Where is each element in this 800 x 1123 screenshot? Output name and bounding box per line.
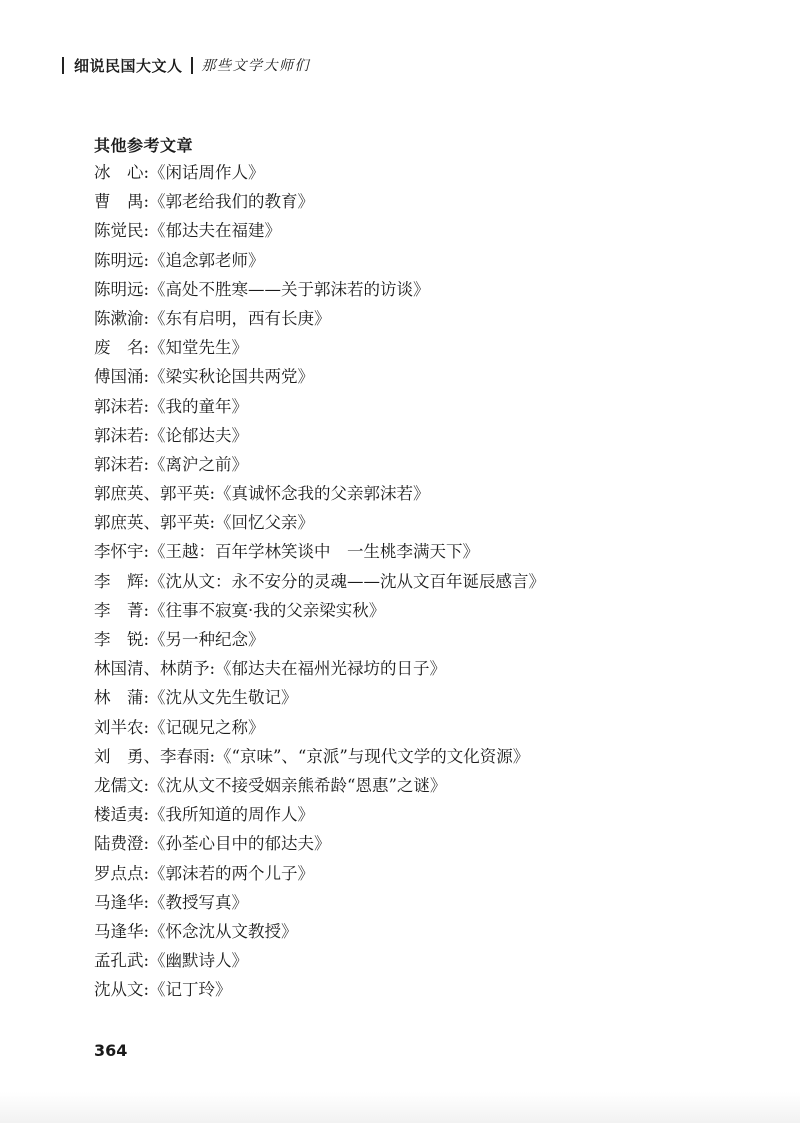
- reference-item: 郭沫若:《论郁达夫》: [94, 425, 249, 445]
- reference-item: 郭沫若:《离沪之前》: [94, 454, 249, 474]
- page-bottom-edge: [0, 1092, 800, 1123]
- reference-item: 陈漱渝:《东有启明，西有长庚》: [94, 308, 331, 328]
- reference-item: 陆费澄:《孙荃心目中的郁达夫》: [94, 834, 331, 854]
- reference-item: 冰 心:《闲话周作人》: [94, 163, 265, 182]
- reference-list: [94, 158, 545, 1004]
- reference-item: 马逢华:《怀念沈从文教授》: [94, 921, 298, 941]
- reference-item: 郭庶英、郭平英:《回忆父亲》: [94, 513, 315, 533]
- header-bar-divider: [191, 57, 193, 74]
- reference-item: 孟孔武:《幽默诗人》: [94, 951, 249, 971]
- section-heading: 其他参考文章: [94, 136, 194, 155]
- reference-item: 刘 勇、李春雨:《“京味”、“京派”与现代文学的文化资源》: [94, 746, 530, 766]
- reference-item: 罗点点:《郭沫若的两个儿子》: [94, 863, 315, 883]
- reference-item: 李 锐:《另一种纪念》: [94, 630, 265, 649]
- book-subtitle: 那些文学大师们: [201, 58, 311, 74]
- running-header: [62, 52, 310, 78]
- reference-item: 陈明远:《追念郭老师》: [94, 250, 265, 270]
- reference-item: 李 辉:《沈从文：永不安分的灵魂——沈从文百年诞辰感言》: [94, 571, 546, 591]
- reference-item: 李怀宇:《王越：百年学林笑谈中 一生桃李满天下》: [94, 542, 480, 562]
- reference-item: 楼适夷:《我所知道的周作人》: [94, 805, 315, 825]
- reference-item: 傅国涌:《梁实秋论国共两党》: [94, 367, 315, 387]
- book-title: 细说民国大文人: [74, 56, 183, 75]
- reference-item: 陈觉民:《郁达夫在福建》: [94, 221, 282, 241]
- reference-item: 刘半农:《记砚兄之称》: [94, 717, 265, 737]
- header-bar-left: [62, 57, 64, 74]
- reference-item: 陈明远:《高处不胜寒——关于郭沫若的访谈》: [94, 279, 430, 299]
- reference-item: 龙儒文:《沈从文不接受姻亲熊希龄“恩惠”之谜》: [94, 775, 447, 795]
- reference-item: 郭庶英、郭平英:《真诚怀念我的父亲郭沫若》: [94, 484, 430, 504]
- reference-item: 曹 禺:《郭老给我们的教育》: [94, 192, 315, 212]
- reference-item: 李 菁:《往事不寂寞·我的父亲梁实秋》: [94, 600, 386, 620]
- page-number: 364: [94, 1041, 128, 1060]
- reference-item: 废 名:《知堂先生》: [94, 338, 249, 358]
- reference-item: 林 蒲:《沈从文先生敬记》: [94, 688, 298, 708]
- reference-item: 马逢华:《教授写真》: [94, 892, 249, 912]
- reference-item: 郭沫若:《我的童年》: [94, 396, 249, 416]
- reference-item: 沈从文:《记丁玲》: [94, 980, 232, 1000]
- reference-item: 林国清、林荫予:《郁达夫在福州光禄坊的日子》: [94, 659, 447, 679]
